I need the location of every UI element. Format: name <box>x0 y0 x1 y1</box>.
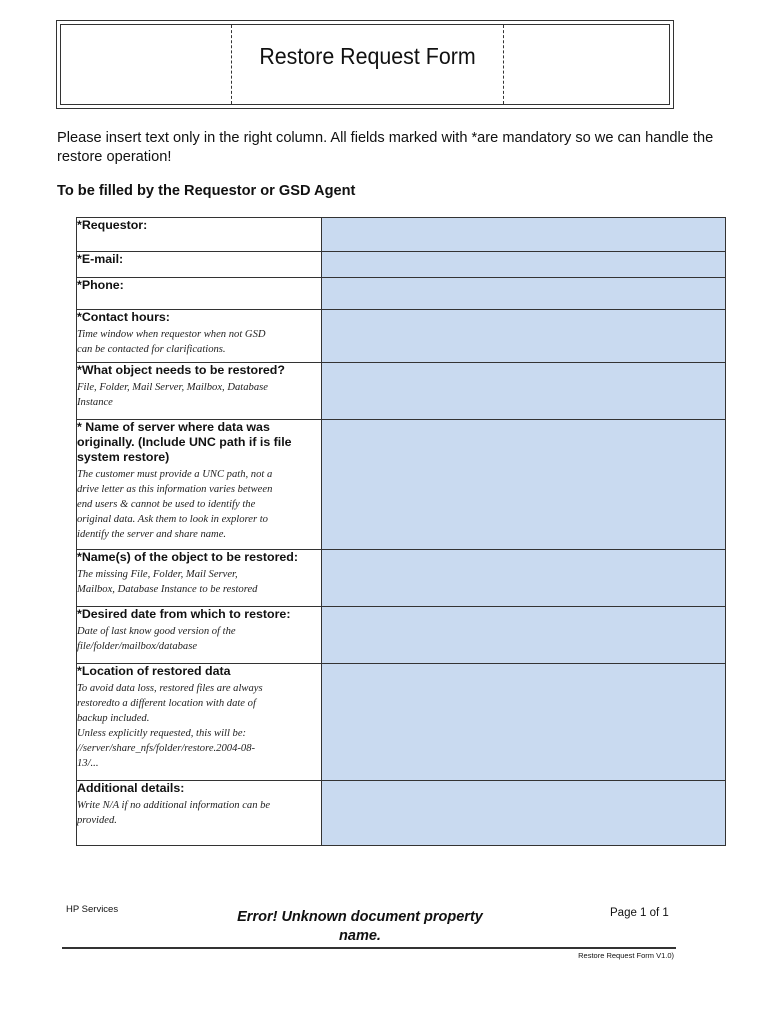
form-title: Restore Request Form <box>259 43 476 69</box>
field-input-cell[interactable] <box>322 664 726 781</box>
footer-error-text: Error! Unknown document property name. <box>237 909 483 944</box>
form-row <box>77 607 726 664</box>
field-input-cell[interactable] <box>322 218 726 252</box>
field-label-cell <box>77 252 322 278</box>
field-label: *Desired date from which to restore: <box>77 607 291 621</box>
form-row <box>77 310 726 363</box>
field-label-cell <box>77 781 322 846</box>
field-input-cell[interactable] <box>322 420 726 550</box>
footer-version: Restore Request Form V1.0) <box>578 951 674 960</box>
form-row <box>77 420 726 550</box>
field-hint: To avoid data loss, restored files are always restoredto a different location with date of backup included. Unless explicitly requested, this will be: //server/share_nfs/folder/restore.2004-08- 13/... <box>77 683 263 769</box>
header-left-cell <box>61 25 232 104</box>
footer-divider <box>62 947 676 949</box>
field-label: *E-mail: <box>77 252 124 266</box>
field-label: *Location of restored data <box>77 664 231 678</box>
form-row <box>77 218 726 252</box>
form-row <box>77 363 726 420</box>
form-row <box>77 550 726 607</box>
field-hint: Time window when requestor when not GSD can be contacted for clarifications. <box>77 329 266 355</box>
footer-company: HP Services <box>66 904 119 915</box>
field-label-cell <box>77 310 322 363</box>
field-label: *Phone: <box>77 278 124 292</box>
field-label: *Name(s) of the object to be restored: <box>77 550 298 564</box>
field-label-cell <box>77 607 322 664</box>
field-input-cell[interactable] <box>322 550 726 607</box>
header-inner <box>60 24 670 105</box>
header-title-cell <box>232 25 504 104</box>
form-row <box>77 278 726 310</box>
field-hint: Date of last know good version of the file/folder/mailbox/database <box>77 626 236 652</box>
field-input-cell[interactable] <box>322 607 726 664</box>
field-hint: The customer must provide a UNC path, not a drive letter as this information varies between end users & cannot be used to identify the original data. Ask them to look in explorer to identify the server and share name. <box>77 469 273 540</box>
field-hint: File, Folder, Mail Server, Mailbox, Database Instance <box>77 382 268 408</box>
field-input-cell[interactable] <box>322 278 726 310</box>
field-hint: Write N/A if no additional information can be provided. <box>77 800 271 826</box>
instructions-text: Please insert text only in the right column. All fields marked with *are mandatory so we can handle the restore operation! <box>57 130 714 165</box>
field-input-cell[interactable] <box>322 781 726 846</box>
field-label: *Requestor: <box>77 218 148 232</box>
field-label-cell <box>77 550 322 607</box>
field-input-cell[interactable] <box>322 363 726 420</box>
field-label: *What object needs to be restored? <box>77 363 285 377</box>
field-label-cell <box>77 420 322 550</box>
header-right-cell <box>504 25 669 104</box>
section-heading: To be filled by the Requestor or GSD Agent <box>57 183 356 199</box>
field-label: *Contact hours: <box>77 310 170 324</box>
restore-request-table <box>76 217 726 846</box>
field-input-cell[interactable] <box>322 310 726 363</box>
form-row <box>77 781 726 846</box>
form-row <box>77 664 726 781</box>
field-label: Additional details: <box>77 781 185 795</box>
footer-page-number: Page 1 of 1 <box>610 907 669 919</box>
field-label-cell <box>77 218 322 252</box>
form-row <box>77 252 726 278</box>
field-input-cell[interactable] <box>322 252 726 278</box>
header-box <box>56 20 674 109</box>
field-hint: The missing File, Folder, Mail Server, Mailbox, Database Instance to be restored <box>77 569 258 595</box>
field-label: * Name of server where data was originally. (Include UNC path if is file system restore) <box>77 420 292 464</box>
field-label-cell <box>77 278 322 310</box>
field-label-cell <box>77 363 322 420</box>
field-label-cell <box>77 664 322 781</box>
